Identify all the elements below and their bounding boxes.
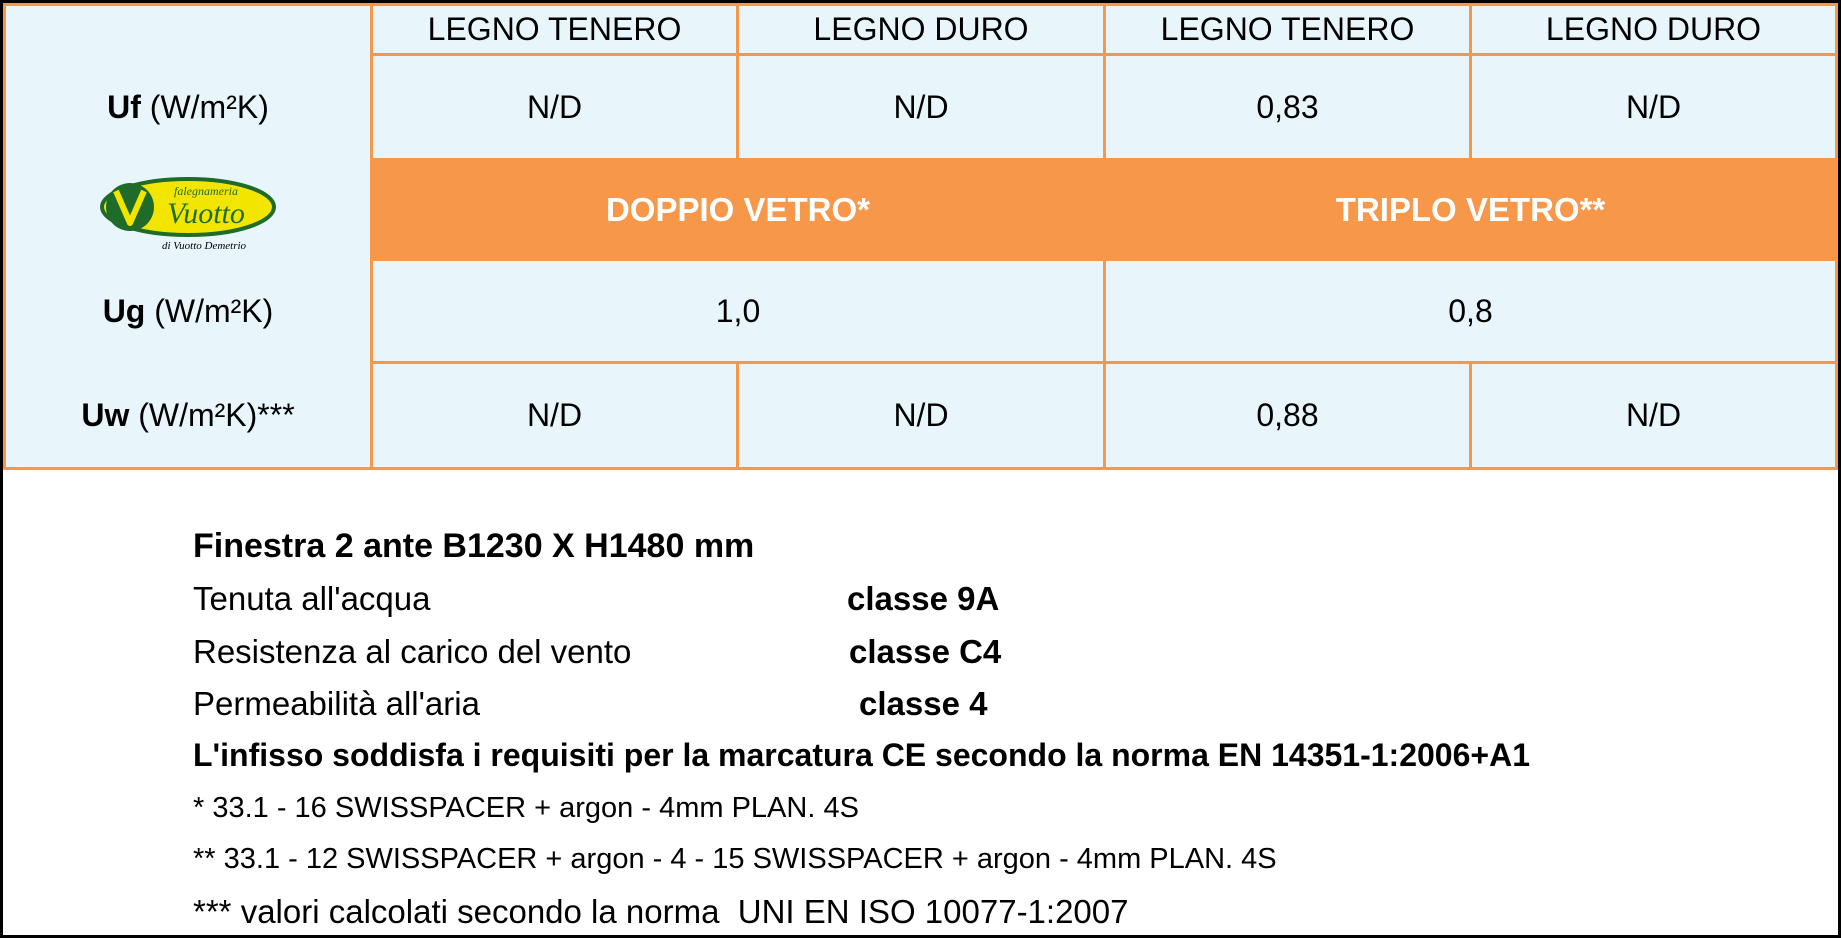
uw-value: N/D	[893, 397, 949, 433]
triple-glass-header: TRIPLO VETRO**	[1335, 190, 1606, 228]
uf-value: 0,83	[1256, 88, 1319, 125]
footnote: *** valori calcolati secondo la norma UNI EN ISO 10077-1:2007	[193, 893, 1129, 930]
uf-symbol: Uf	[107, 88, 141, 125]
uw-unit: (W/m²K)***	[129, 397, 295, 433]
row-label-uw	[6, 364, 370, 467]
uf-unit: (W/m²K)	[140, 88, 269, 125]
ug-value-double: 1,0	[715, 292, 761, 329]
uf-value: N/D	[526, 88, 583, 125]
prop-label: Resistenza al carico del vento	[193, 633, 632, 670]
prop-value: classe C4	[849, 633, 1002, 670]
footnote: * 33.1 - 16 SWISSPACER + argon - 4mm PLAN. 4S	[193, 792, 859, 824]
company-logo	[98, 175, 278, 253]
uf-value: N/D	[893, 88, 949, 125]
double-glass-header: DOPPIO VETRO*	[605, 190, 871, 228]
logo-brand: Vuotto	[167, 197, 245, 230]
logo-sub: di Vuotto Demetrio	[161, 240, 247, 252]
header-col1: LEGNO TENERO	[427, 11, 682, 47]
window-title: Finestra 2 ante B1230 X H1480 mm	[193, 527, 755, 565]
uw-value: N/D	[1625, 397, 1682, 433]
logo-small-text: falegnameria	[174, 184, 238, 198]
uf-value: N/D	[1625, 88, 1682, 125]
prop-label: Tenuta all'acqua	[193, 580, 431, 617]
row-label-uf	[6, 56, 370, 158]
uw-value: 0,88	[1256, 397, 1319, 433]
ug-symbol: Ug	[102, 292, 146, 329]
ce-note: L'infisso soddisfa i requisiti per la marcatura CE secondo la norma EN 14351-1:2006+A1	[193, 737, 1530, 773]
prop-value: classe 9A	[847, 580, 1000, 617]
prop-value: classe 4	[859, 685, 988, 722]
thermal-table	[3, 3, 1838, 470]
header-col4: LEGNO DURO	[1545, 11, 1762, 47]
prop-label: Permeabilità all'aria	[193, 685, 480, 722]
uw-value: N/D	[526, 397, 583, 433]
row-label-ug	[6, 261, 370, 361]
ug-value-triple: 0,8	[1448, 292, 1493, 329]
table-border-bottom	[3, 467, 1838, 470]
uw-symbol: Uw	[81, 397, 130, 433]
ug-unit: (W/m²K)	[145, 292, 274, 329]
footnote: ** 33.1 - 12 SWISSPACER + argon - 4 - 15 SWISSPACER + argon - 4mm PLAN. 4S	[193, 843, 1277, 875]
header-col3: LEGNO TENERO	[1160, 11, 1415, 47]
header-col2: LEGNO DURO	[813, 11, 1029, 47]
